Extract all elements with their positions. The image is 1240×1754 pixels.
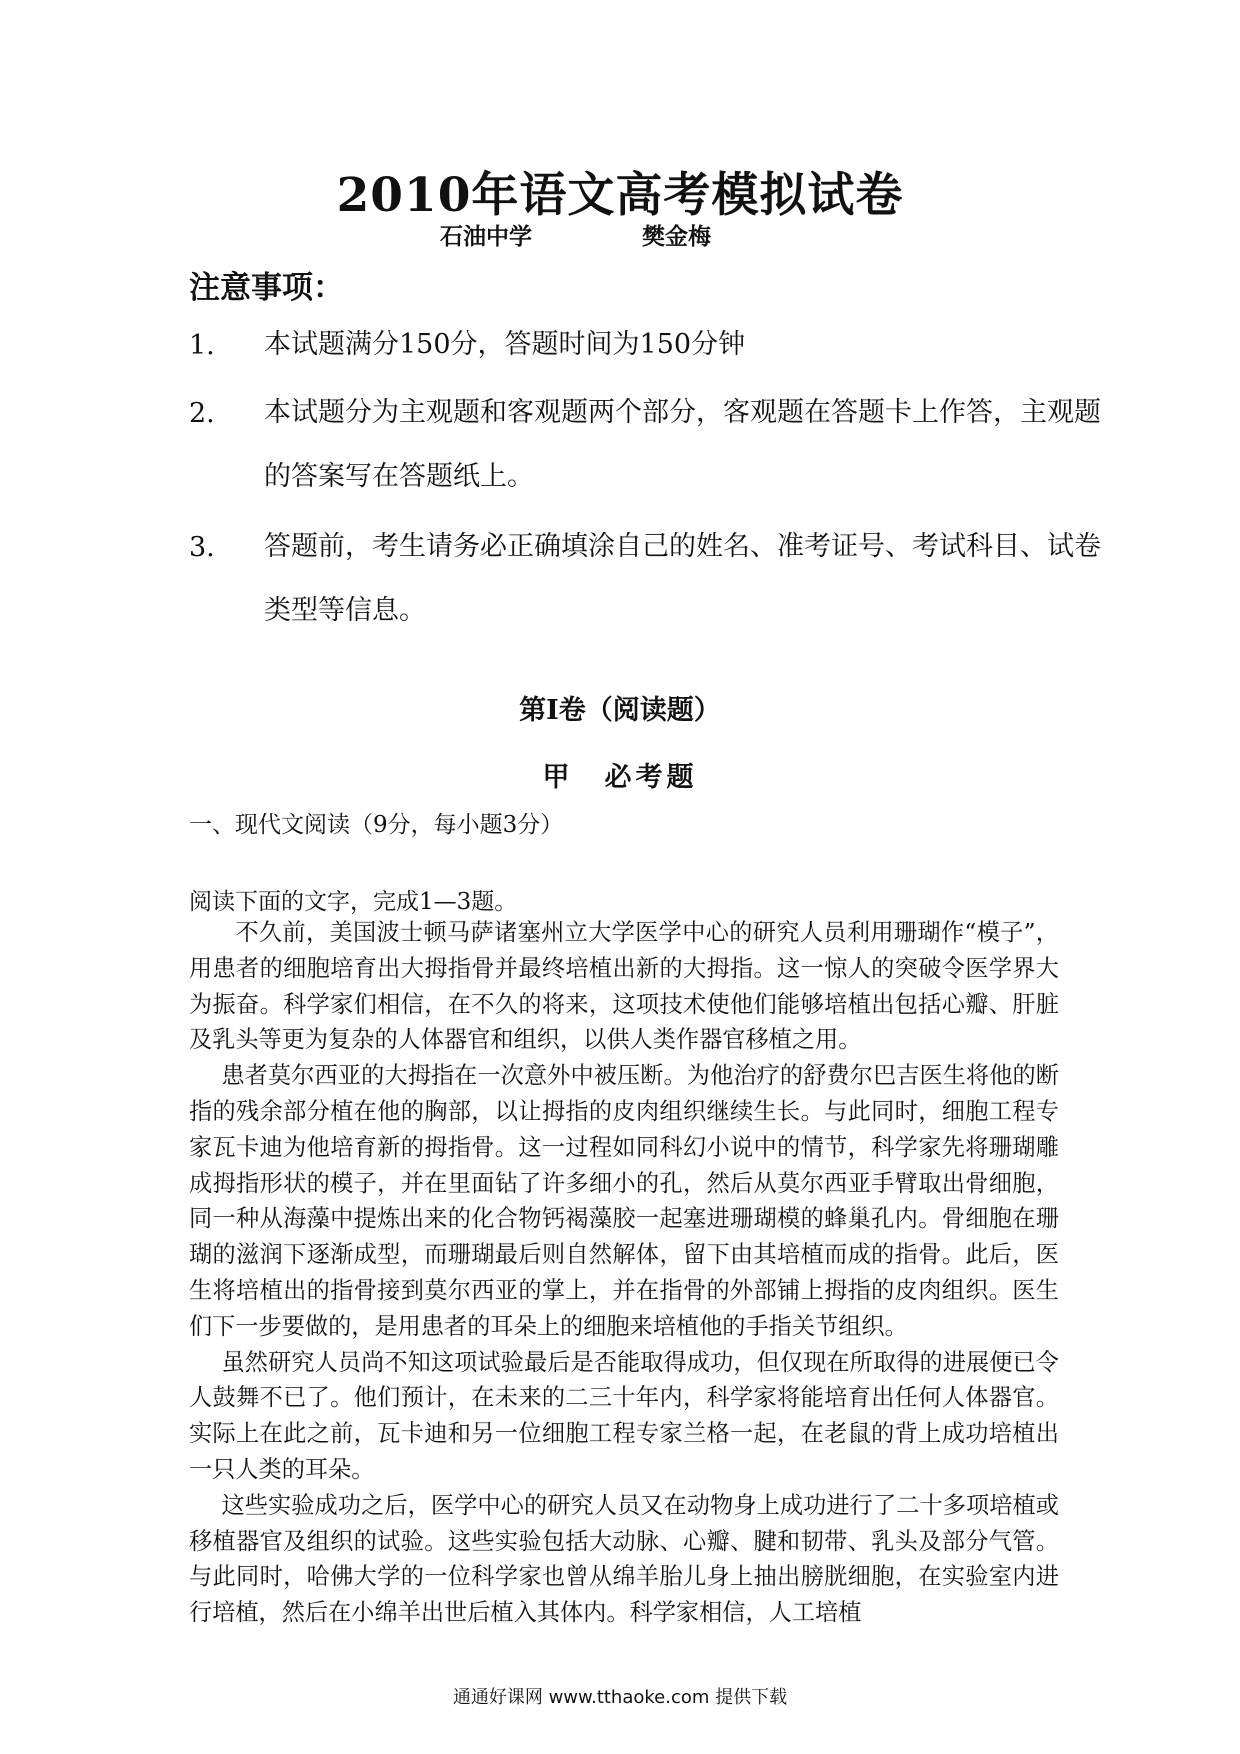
section-subtitle: 甲 必考题 <box>542 762 698 793</box>
page-footer: 通通好课网 www.tthaoke.com 提供下载 <box>452 1687 788 1708</box>
question-heading: 一、现代文阅读（9分，每小题3分） <box>189 812 564 838</box>
author-name: 樊金梅 <box>642 223 711 250</box>
notice-item-number: 1. <box>189 330 215 361</box>
notice-item-text: 答题前，考生请务必正确填涂自己的姓名、准考证号、考试科目、试卷类型等信息。 <box>264 531 1101 626</box>
passage <box>189 915 1059 1631</box>
notice-heading: 注意事项： <box>189 270 344 306</box>
notice-item-number: 2. <box>189 398 215 429</box>
passage-paragraph: 虽然研究人员尚不知这项试验最后是否能取得成功，但仅现在所取得的进展便已令人鼓舞不已了。他们预计，在未来的二三十年内，科学家将能培育出任何人体器官。实际上在此之前，瓦卡迪和另一位细胞工程专家兰格一起，在老鼠的背上成功培植出一只人类的耳朵。 <box>189 1348 1059 1483</box>
page-title: 2010年语文高考模拟试卷 <box>336 168 904 223</box>
section-title: 第I卷（阅读题） <box>519 695 721 726</box>
passage-paragraph: 这些实验成功之后，医学中心的研究人员又在动物身上成功进行了二十多项培植或移植器官及组织的试验。这些实验包括大动脉、心瓣、腱和韧带、乳头及部分气管。与此同时，哈佛大学的一位科学家也曾从绵羊胎儿身上抽出膀胱细胞，在实验室内进行培植，然后在小绵羊出世后植入其体内。科学家相信，人工培植 <box>189 1491 1059 1627</box>
passage-paragraph: 不久前，美国波士顿马萨诸塞州立大学医学中心的研究人员利用珊瑚作“模子”，用患者的细胞培育出大拇指骨并最终培植出新的大拇指。这一惊人的突破令医学界大为振奋。科学家们相信，在不久的将来，这项技术使他们能够培植出包括心瓣、肝脏及乳头等更为复杂的人体器官和组织，以供人类作器官移植之用。 <box>189 919 1059 1054</box>
notice-item-text: 本试题分为主观题和客观题两个部分，客观题在答题卡上作答，主观题的答案写在答题纸上。 <box>264 397 1101 492</box>
school-name: 石油中学 <box>440 223 532 250</box>
passage-paragraph: 患者莫尔西亚的大拇指在一次意外中被压断。为他治疗的舒费尔巴吉医生将他的断指的残余部分植在他的胸部，以让拇指的皮肉组织继续生长。与此同时，细胞工程专家瓦卡迪为他培育新的拇指骨。这一过程如同科幻小说中的情节，科学家先将珊瑚雕成拇指形状的模子，并在里面钻了许多细小的孔，然后从莫尔西亚手臂取出骨细胞，同一种从海藻中提炼出来的化合物钙褐藻胶一起塞进珊瑚模的蜂巢孔内。骨细胞在珊瑚的滋润下逐渐成型，而珊瑚最后则自然解体，留下由其培植而成的指骨。此后，医生将培植出的指骨接到莫尔西亚的掌上，并在指骨的外部铺上拇指的皮肉组织。医生们下一步要做的，是用患者的耳朵上的细胞来培植他的手指关节组织。 <box>189 1062 1059 1340</box>
notice-item-number: 3. <box>189 532 215 563</box>
notice-item-text: 本试题满分150分，答题时间为150分钟 <box>264 329 746 360</box>
question-instruction: 阅读下面的文字，完成1—3题。 <box>189 889 518 915</box>
